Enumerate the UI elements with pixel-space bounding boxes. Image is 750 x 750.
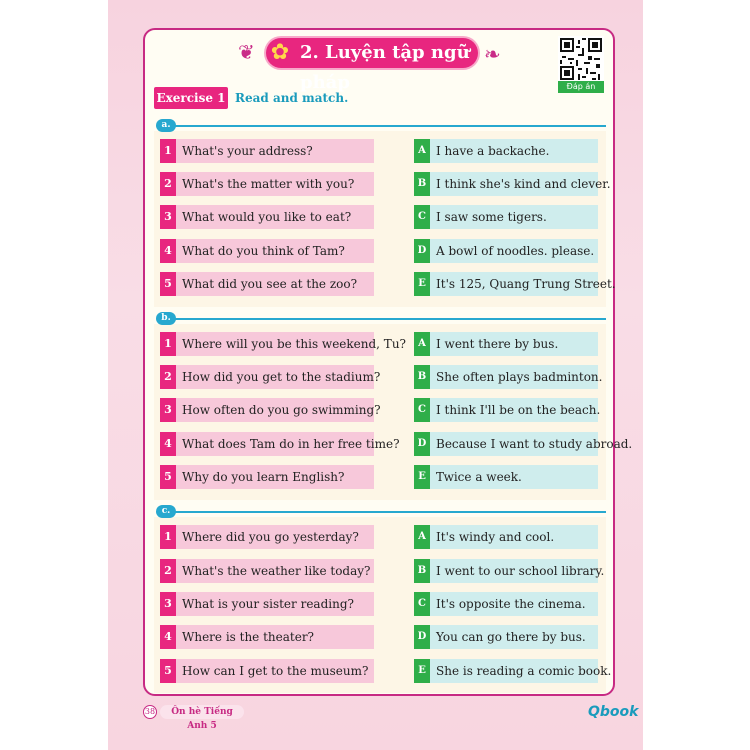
answer-item (414, 559, 605, 583)
question-text: What is your sister reading? (182, 597, 354, 611)
question-text: What would you like to eat? (182, 210, 352, 224)
question-text: What's your address? (182, 144, 313, 158)
answer-letter: C (414, 592, 430, 616)
answer-item (414, 172, 611, 196)
question-number: 3 (160, 205, 176, 229)
question-text: Where did you go yesterday? (182, 530, 359, 544)
answer-text: It's opposite the cinema. (436, 597, 586, 611)
question-number: 5 (160, 465, 176, 489)
left-leaf-icon: ❦ (238, 40, 255, 64)
answer-item (414, 625, 598, 649)
question-number: 4 (160, 625, 176, 649)
section-label-a: a. (156, 119, 176, 132)
question-text: What does Tam do in her free time? (182, 437, 400, 451)
answer-text: She is reading a comic book. (436, 664, 612, 678)
answer-text: I saw some tigers. (436, 210, 547, 224)
answer-text: She often plays badminton. (436, 370, 603, 384)
question-text: How often do you go swimming? (182, 403, 381, 417)
right-leaf-icon: ❧ (484, 42, 501, 66)
publisher-logo (588, 700, 638, 724)
answer-text: You can go there by bus. (436, 630, 586, 644)
answer-letter: D (414, 432, 430, 456)
answer-letter: A (414, 139, 430, 163)
question-number: 4 (160, 432, 176, 456)
question-number: 1 (160, 139, 176, 163)
question-item (160, 272, 374, 296)
exercise-instruction: Read and match. (235, 91, 349, 105)
question-number: 2 (160, 365, 176, 389)
answer-letter: C (414, 398, 430, 422)
question-text: What do you think of Tam? (182, 244, 345, 258)
section-label-b: b. (156, 312, 176, 325)
question-item (160, 365, 381, 389)
question-number: 1 (160, 332, 176, 356)
question-item (160, 659, 374, 683)
answer-text: It's windy and cool. (436, 530, 555, 544)
answer-item (414, 239, 598, 263)
answer-item (414, 465, 598, 489)
answer-item (414, 525, 598, 549)
exercise-tag: Exercise 1 (154, 87, 228, 109)
question-item (160, 625, 374, 649)
answer-letter: C (414, 205, 430, 229)
answer-letter: B (414, 172, 430, 196)
section-c-divider (158, 511, 606, 513)
question-text: How did you get to the stadium? (182, 370, 381, 384)
qr-answer-label: Đáp án (558, 81, 604, 93)
answer-text: Because I want to study abroad. (436, 437, 633, 451)
answer-item (414, 592, 598, 616)
question-number: 1 (160, 525, 176, 549)
answer-text: I went to our school library. (436, 564, 605, 578)
answer-item (414, 432, 633, 456)
answer-letter: A (414, 525, 430, 549)
question-item (160, 205, 374, 229)
answer-letter: E (414, 272, 430, 296)
question-number: 5 (160, 659, 176, 683)
answer-letter: A (414, 332, 430, 356)
section-a-divider (158, 125, 606, 127)
answer-letter: B (414, 365, 430, 389)
question-number: 3 (160, 398, 176, 422)
answer-text: Twice a week. (436, 470, 522, 484)
question-number: 2 (160, 559, 176, 583)
question-text: How can I get to the museum? (182, 664, 369, 678)
answer-item (414, 332, 598, 356)
question-item (160, 239, 374, 263)
question-item (160, 592, 374, 616)
answer-item (414, 659, 612, 683)
answer-item (414, 205, 598, 229)
question-item (160, 172, 374, 196)
answer-text: I went there by bus. (436, 337, 559, 351)
flower-icon: ✿ (270, 40, 290, 65)
page-title: 2. Luyện tập ngữ pháp (300, 42, 470, 93)
question-text: Why do you learn English? (182, 470, 345, 484)
question-item (160, 432, 400, 456)
question-number: 4 (160, 239, 176, 263)
section-label-c: c. (156, 505, 176, 518)
qr-code-icon[interactable] (558, 36, 604, 82)
question-item (160, 465, 374, 489)
answer-letter: B (414, 559, 430, 583)
question-item (160, 559, 374, 583)
question-text: What's the weather like today? (182, 564, 371, 578)
answer-item (414, 272, 616, 296)
answer-letter: D (414, 239, 430, 263)
question-number: 3 (160, 592, 176, 616)
page-number: 38 (143, 705, 157, 719)
question-text: What did you see at the zoo? (182, 277, 358, 291)
question-text: Where will you be this weekend, Tu? (182, 337, 406, 351)
answer-text: I think I'll be on the beach. (436, 403, 601, 417)
answer-item (414, 139, 598, 163)
section-title-area (238, 36, 518, 93)
question-number: 2 (160, 172, 176, 196)
answer-letter: E (414, 465, 430, 489)
answer-text: A bowl of noodles. please. (436, 244, 595, 258)
question-item (160, 525, 374, 549)
answer-item (414, 365, 603, 389)
answer-text: It's 125, Quang Trung Street. (436, 277, 616, 291)
question-item (160, 139, 374, 163)
question-item (160, 398, 381, 422)
book-title: Ôn hè Tiếng Anh 5 (160, 705, 244, 719)
question-text: What's the matter with you? (182, 177, 355, 191)
question-item (160, 332, 406, 356)
logo-text: Qbook (588, 704, 639, 720)
answer-letter: E (414, 659, 430, 683)
section-b-divider (158, 318, 606, 320)
section-title-banner (266, 38, 478, 93)
question-text: Where is the theater? (182, 630, 314, 644)
answer-text: I think she's kind and clever. (436, 177, 611, 191)
answer-text: I have a backache. (436, 144, 550, 158)
answer-item (414, 398, 601, 422)
question-number: 5 (160, 272, 176, 296)
answer-letter: D (414, 625, 430, 649)
